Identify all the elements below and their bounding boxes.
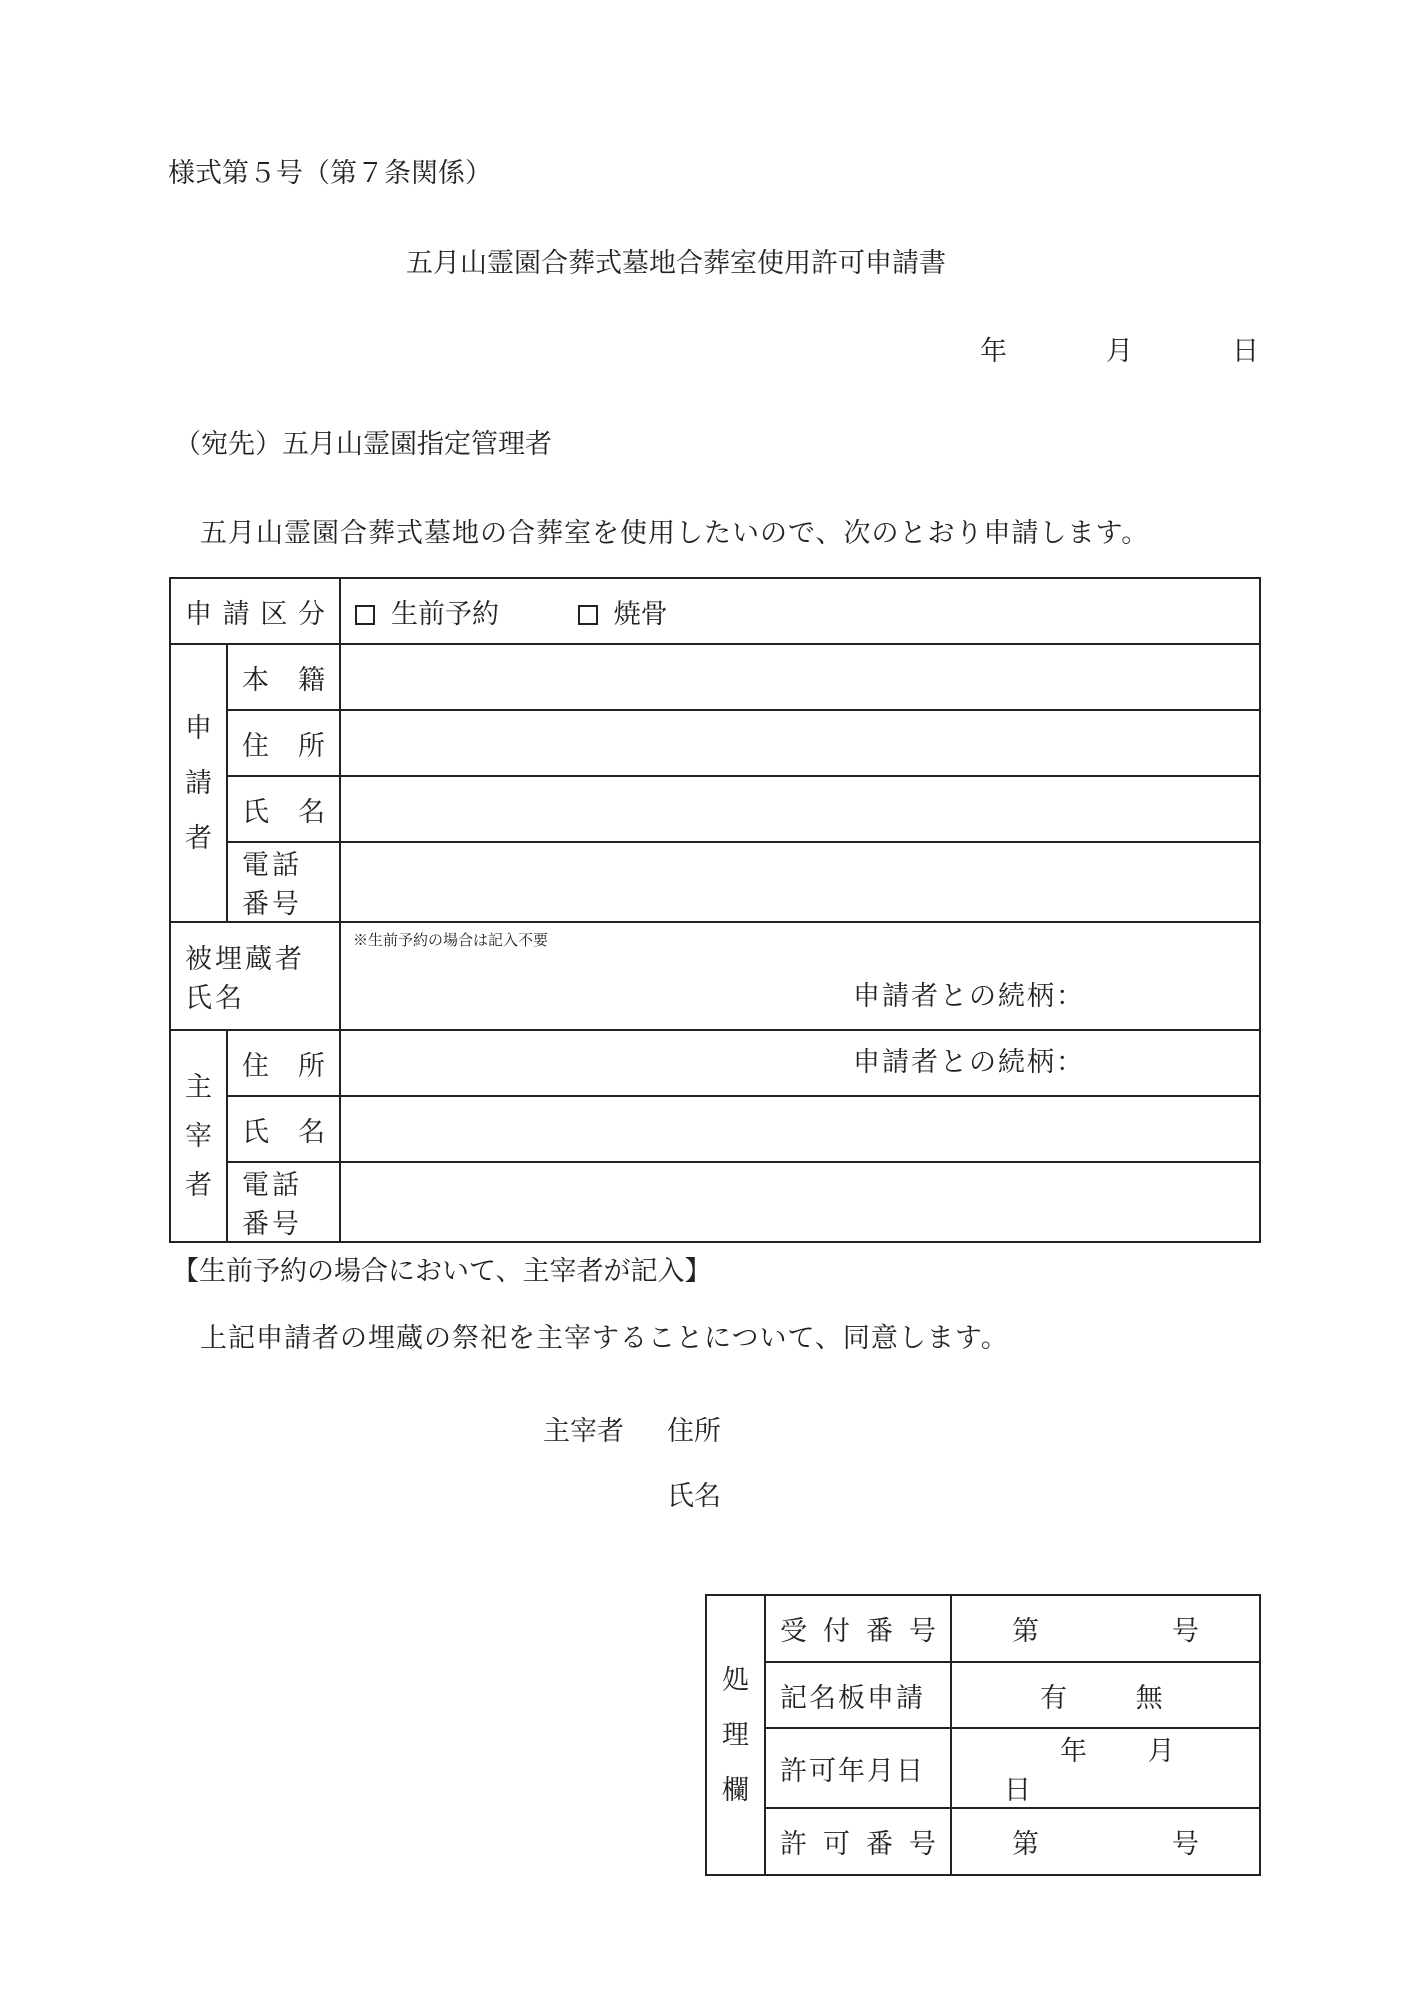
applicant-name-input[interactable] — [340, 776, 1260, 842]
host-relation-label: 申請者との続柄： — [853, 1047, 1085, 1078]
category-label: 申 請 区 分 — [185, 598, 325, 630]
pre-reservation-label: 生前予約 — [391, 598, 499, 630]
application-table — [169, 577, 1261, 1243]
host-phone-input[interactable] — [340, 1162, 1260, 1242]
ashes-label: 焼骨 — [613, 598, 668, 630]
applicant-honseki-row — [170, 644, 1260, 710]
permit-number-row — [706, 1808, 1260, 1875]
permit-date-value[interactable]: 年 月 日 — [951, 1728, 1260, 1808]
applicant-phone-row — [170, 842, 1260, 922]
consent-heading: 【生前予約の場合において、主宰者が記入】 — [172, 1256, 712, 1287]
buried-person-label: 被埋蔵者氏名 — [170, 922, 340, 1030]
pre-reservation-checkbox[interactable] — [355, 605, 375, 625]
date-day: 日 — [1232, 336, 1259, 367]
permit-date-label: 許可年月日 — [765, 1728, 951, 1808]
application-category-row — [170, 578, 1260, 644]
buried-person-input[interactable] — [340, 922, 1260, 1030]
consent-text: 上記申請者の埋蔵の祭祀を主宰することについて、同意します。 — [200, 1323, 1009, 1354]
date-month: 月 — [1106, 336, 1133, 367]
applicant-phone-input[interactable] — [340, 842, 1260, 922]
host-name-label: 氏 名 — [227, 1096, 340, 1162]
form-number: 様式第５号（第７条関係） — [168, 158, 492, 189]
buried-relation-label: 申請者との続柄： — [853, 981, 1085, 1012]
honseki-input[interactable] — [340, 644, 1260, 710]
host-group-label: 主 宰 者 — [170, 1030, 227, 1242]
consent-name-label: 氏名 — [667, 1481, 721, 1512]
nameplate-label: 記名板申請 — [765, 1662, 951, 1728]
host-name-input[interactable] — [340, 1096, 1260, 1162]
host-phone-row — [170, 1162, 1260, 1242]
ashes-checkbox[interactable] — [578, 605, 598, 625]
permit-date-row — [706, 1728, 1260, 1808]
host-address-input[interactable] — [340, 1030, 1260, 1096]
nameplate-value[interactable]: 有 無 — [951, 1662, 1260, 1728]
receipt-number-value[interactable]: 第 号 — [951, 1595, 1260, 1662]
processing-group-label: 処 理 欄 — [706, 1595, 765, 1875]
processing-table — [705, 1594, 1261, 1876]
applicant-name-row — [170, 776, 1260, 842]
host-address-row — [170, 1030, 1260, 1096]
host-name-row — [170, 1096, 1260, 1162]
applicant-address-input[interactable] — [340, 710, 1260, 776]
receipt-number-label: 受 付 番 号 — [765, 1595, 951, 1662]
form-title: 五月山霊園合葬式墓地合葬室使用許可申請書 — [406, 248, 946, 279]
date-year: 年 — [980, 336, 1007, 367]
intro-text: 五月山霊園合葬式墓地の合葬室を使用したいので、次のとおり申請します。 — [200, 518, 1150, 549]
host-address-label: 住 所 — [227, 1030, 340, 1096]
honseki-label: 本 籍 — [227, 644, 340, 710]
applicant-phone-label: 電話番号 — [227, 842, 340, 922]
permit-number-value[interactable]: 第 号 — [951, 1808, 1260, 1875]
permit-number-label: 許 可 番 号 — [765, 1808, 951, 1875]
consent-address-label: 住所 — [667, 1416, 721, 1447]
applicant-address-row — [170, 710, 1260, 776]
nameplate-row — [706, 1662, 1260, 1728]
host-phone-label: 電話番号 — [227, 1162, 340, 1242]
consent-host-label: 主宰者 — [543, 1416, 624, 1447]
addressee: （宛先）五月山霊園指定管理者 — [174, 429, 552, 460]
applicant-name-label: 氏 名 — [227, 776, 340, 842]
buried-person-row — [170, 922, 1260, 1030]
category-options-cell — [340, 578, 1260, 644]
category-label-cell — [170, 578, 340, 644]
receipt-number-row — [706, 1595, 1260, 1662]
applicant-address-label: 住 所 — [227, 710, 340, 776]
buried-note: ※生前予約の場合は記入不要 — [353, 931, 549, 949]
applicant-group-label: 申 請 者 — [170, 644, 227, 922]
